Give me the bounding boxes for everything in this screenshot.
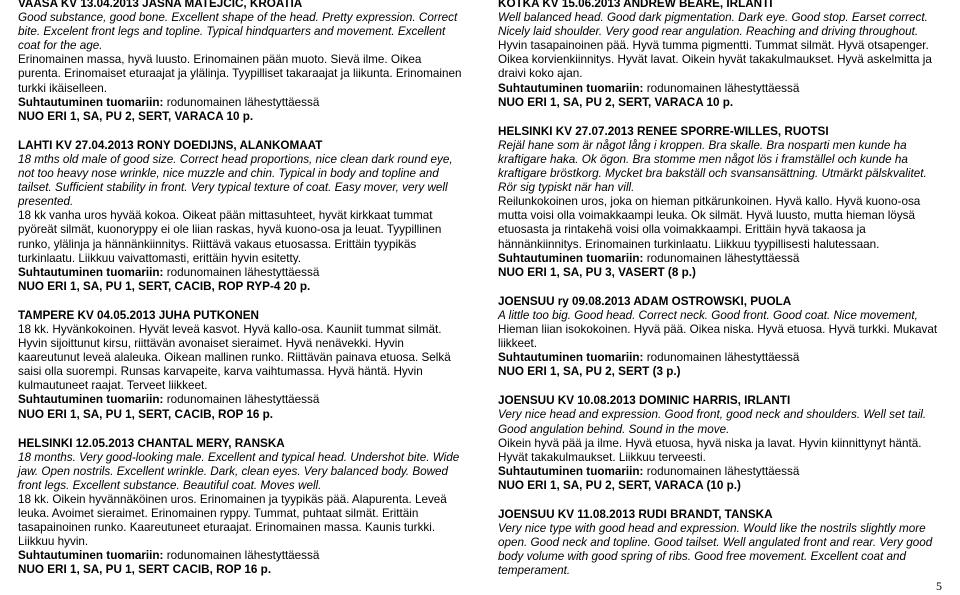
judge-attitude-value: rodunomainen lähestyttäessä <box>166 549 320 563</box>
judge-attitude-label: Suhtautuminen tuomariin: <box>18 265 164 279</box>
show-result: NUO ERI 1, SA, PU 1, SERT CACIB, ROP 16 p. <box>18 563 272 577</box>
english-critique: 18 months. Very good-looking male. Excellent and typical head. Undershot bite. Wide jaw. Open nostrils. Excellent wrinkle. Dark, clean eyes. Very balanced body. Bowed front legs. Excellent substance. Beautiful coat. Moves well. <box>18 450 460 492</box>
judge-attitude <box>18 96 466 110</box>
entry-title: LAHTI KV 27.04.2013 RONY DOEDIJNS, ALANKOMAAT <box>18 138 323 152</box>
judge-attitude-label: Suhtautuminen tuomariin: <box>18 549 164 563</box>
finnish-critique: Hieman liian isokokoinen. Hyvä pää. Oikea niska. Hyvä etuosa. Hyvä turkki. Mukavat liikkeet. <box>498 322 938 351</box>
left-column <box>18 0 466 593</box>
entry-title: VAASA KV 13.04.2013 JASNA MATEJCIC, KROATIA <box>18 0 303 10</box>
judge-attitude <box>18 393 466 407</box>
english-critique: Very nice type with good head and expression. Would like the nostrils slightly more open. Good neck and topline. Good tailset. Well angulated front and rear. Very good body volume with good spring of ribs. Good free movement. Excellent coat and temperament. <box>498 522 933 578</box>
judge-attitude-label: Suhtautuminen tuomariin: <box>498 81 644 95</box>
show-result: NUO ERI 1, SA, PU 2, SERT (3 p.) <box>498 365 681 379</box>
english-critique: A little too big. Good head. Correct neck. Good front. Good coat. Nice movement, <box>498 308 918 322</box>
show-entry <box>18 0 466 124</box>
show-entry <box>498 394 946 493</box>
judge-attitude-label: Suhtautuminen tuomariin: <box>498 251 644 265</box>
judge-attitude-value: rodunomainen lähestyttäessä <box>166 95 320 109</box>
swedish-critique: Rejäl hane som är något lång i kroppen. Bra skalle. Bra nosparti men kunde ha kraftigare haka. Ok ögon. Bra stomme men något lös i framställel och kunde ha kraftigare bröstkorg. Mycket bra bakställ och svansansättning. Utmärkt pälskvalitet. Rör sig typiskt när han vill. <box>498 138 927 195</box>
right-column <box>498 0 946 593</box>
judge-attitude-value: rodunomainen lähestyttäessä <box>166 265 320 279</box>
show-entry <box>498 295 946 380</box>
judge-attitude <box>498 82 946 96</box>
judge-attitude-label: Suhtautuminen tuomariin: <box>18 95 164 109</box>
finnish-critique: Reilunkokoinen uros, joka on hieman pitkärunkoinen. Hyvä kallo. Hyvä kuono-osa mutta voisi olla voimakkaampi leuka. Ok silmät. Hyvä luusto, mutta hieman löysä etuosasta ja rintakehä voisi olla voimakkaampi. Erittäin hyvä takaosa ja hännänkiinnitys. Erinomainen turkinlaatu. Liikkuu tyypillisesti halutessaan. <box>498 195 921 251</box>
finnish-critique: 18 kk vanha uros hyvää kokoa. Oikeat pään mittasuhteet, hyvät kirkkaat tummat pyöreät silmät, kuonoryppy ei ole liian raskas, hyvä kuono-osa ja leuat. Tyypillinen runko, ylälinja ja hännänkiinnitys. Riittävä vakaus etuosassa. Erittäin tyypikäs turkinlaatu. Liikkuu vaivattomasti, erittäin hyvin esitetty. <box>18 209 442 265</box>
show-result: NUO ERI 1, SA, PU 2, SERT, VARACA 10 p. <box>498 95 734 109</box>
judge-attitude-value: rodunomainen lähestyttäessä <box>646 81 800 95</box>
judge-attitude-value: rodunomainen lähestyttäessä <box>646 351 800 365</box>
judge-attitude-label: Suhtautuminen tuomariin: <box>498 351 644 365</box>
entry-title: KOTKA KV 15.06.2013 ANDREW BEARE, IRLANTI <box>498 0 773 10</box>
judge-attitude-value: rodunomainen lähestyttäessä <box>646 464 800 478</box>
english-critique: Well balanced head. Good dark pigmentation. Dark eye. Good stop. Earset correct. Nicely laid shoulder. Very good rear angulation. Reaching and driving throughout. <box>498 11 928 39</box>
judge-attitude-value: rodunomainen lähestyttäessä <box>646 251 800 265</box>
judge-attitude <box>18 549 466 563</box>
finnish-critique: Erinomainen massa, hyvä luusto. Erinomainen pään muoto. Sievä ilme. Oikea purenta. Erinomaiset eturaajat ja ylälinja. Tyypilliset takaraajat ja liikunta. Erinomainen turkki ikäiselleen. <box>18 53 462 95</box>
show-entry <box>498 508 946 578</box>
page-number: 5 <box>936 578 942 593</box>
finnish-critique: Hyvin tasapainoinen pää. Hyvä tumma pigmentti. Tummat silmät. Hyvä otsapenger. Oikea korvienkiinnitys. Hyvät lavat. Oikein hyvät takakulmaukset. Hyvä askelmitta ja draivi koko ajan. <box>498 39 932 81</box>
judge-attitude <box>498 351 946 365</box>
show-entry <box>498 0 946 110</box>
english-critique: Good substance, good bone. Excellent shape of the head. Pretty expression. Correct bite. Excelent front legs and topline. Typical hindquarters and movement. Excellent coat for the age. <box>18 11 458 53</box>
english-critique: 18 mths old male of good size. Correct head proportions, nice clean dark round eye, not too heavy nose wrinkle, nice muzzle and chin. Typical in body and topline and tailset. Sufficient stability in front. Very typical texture of coat. Easy mover, very well presented. <box>18 152 453 209</box>
show-entry <box>18 139 466 294</box>
judge-attitude <box>498 465 946 479</box>
show-result: NUO ERI 1, SA, PU 3, VASERT (8 p.) <box>498 265 696 279</box>
entry-title: HELSINKI 12.05.2013 CHANTAL MERY, RANSKA <box>18 436 285 450</box>
show-result: NUO ERI 1, SA, PU 2, SERT, VARACA 10 p. <box>18 109 254 123</box>
show-result: NUO ERI 1, SA, PU 1, SERT, CACIB, ROP 16 p. <box>18 407 274 421</box>
finnish-critique: Oikein hyvä pää ja ilme. Hyvä etuosa, hyvä niska ja lavat. Hyvin kiinnittynyt häntä. Hyvät takakulmaukset. Liikkuu terveesti. <box>498 436 922 464</box>
judge-attitude-value: rodunomainen lähestyttäessä <box>166 393 320 407</box>
finnish-critique: 18 kk. Oikein hyvännäköinen uros. Erinomainen ja tyypikäs pää. Alapurenta. Leveä leuka. Avoimet sieraimet. Erinomainen ryppy. Tummat, puhtaat silmät. Erittäin tasapainoinen runko. Kaareutuneet eturaajat. Erinomainen massa. Kaunis turkki. Liikkuu hyvin. <box>18 493 447 549</box>
judge-attitude <box>18 266 466 280</box>
judge-attitude <box>498 252 946 266</box>
finnish-critique: 18 kk. Hyvänkokoinen. Hyvät leveä kasvot. Hyvä kallo-osa. Kauniit tummat silmät. Hyvin sijoittunut kirsu, riittävän avonaiset sieraimet. Hyvä nenävekki. Hyvin kaareutunut leveä alaleuka. Oikean mallinen runko. Riittävän painava etuosa. Selkä saisi olla suorempi. Runsas karvapeite, karva vaihtumassa. Hyvä häntä. Hyvin kulmautuneet raajat. Terveet liikkeet. <box>18 322 451 393</box>
show-entry <box>18 309 466 422</box>
judge-attitude-label: Suhtautuminen tuomariin: <box>498 464 644 478</box>
entry-title: JOENSUU ry 09.08.2013 ADAM OSTROWSKI, PUOLA <box>498 294 792 308</box>
entry-title: TAMPERE KV 04.05.2013 JUHA PUTKONEN <box>18 308 259 322</box>
entry-title: JOENSUU KV 10.08.2013 DOMINIC HARRIS, IRLANTI <box>498 394 791 408</box>
judge-attitude-label: Suhtautuminen tuomariin: <box>18 393 164 407</box>
show-result: NUO ERI 1, SA, PU 1, SERT, CACIB, ROP RYP-4 20 p. <box>18 279 311 293</box>
entry-title: JOENSUU KV 11.08.2013 RUDI BRANDT, TANSKA <box>498 508 773 521</box>
show-entry <box>498 125 946 280</box>
english-critique: Very nice head and expression. Good front, good neck and shoulders. Well set tail. Good angulation behind. Sound in the move. <box>498 408 927 436</box>
show-entry <box>18 437 466 578</box>
entry-title: HELSINKI KV 27.07.2013 RENEE SPORRE-WILLES, RUOTSI <box>498 124 829 138</box>
show-result: NUO ERI 1, SA, PU 2, SERT, VARACA (10 p.) <box>498 478 741 492</box>
